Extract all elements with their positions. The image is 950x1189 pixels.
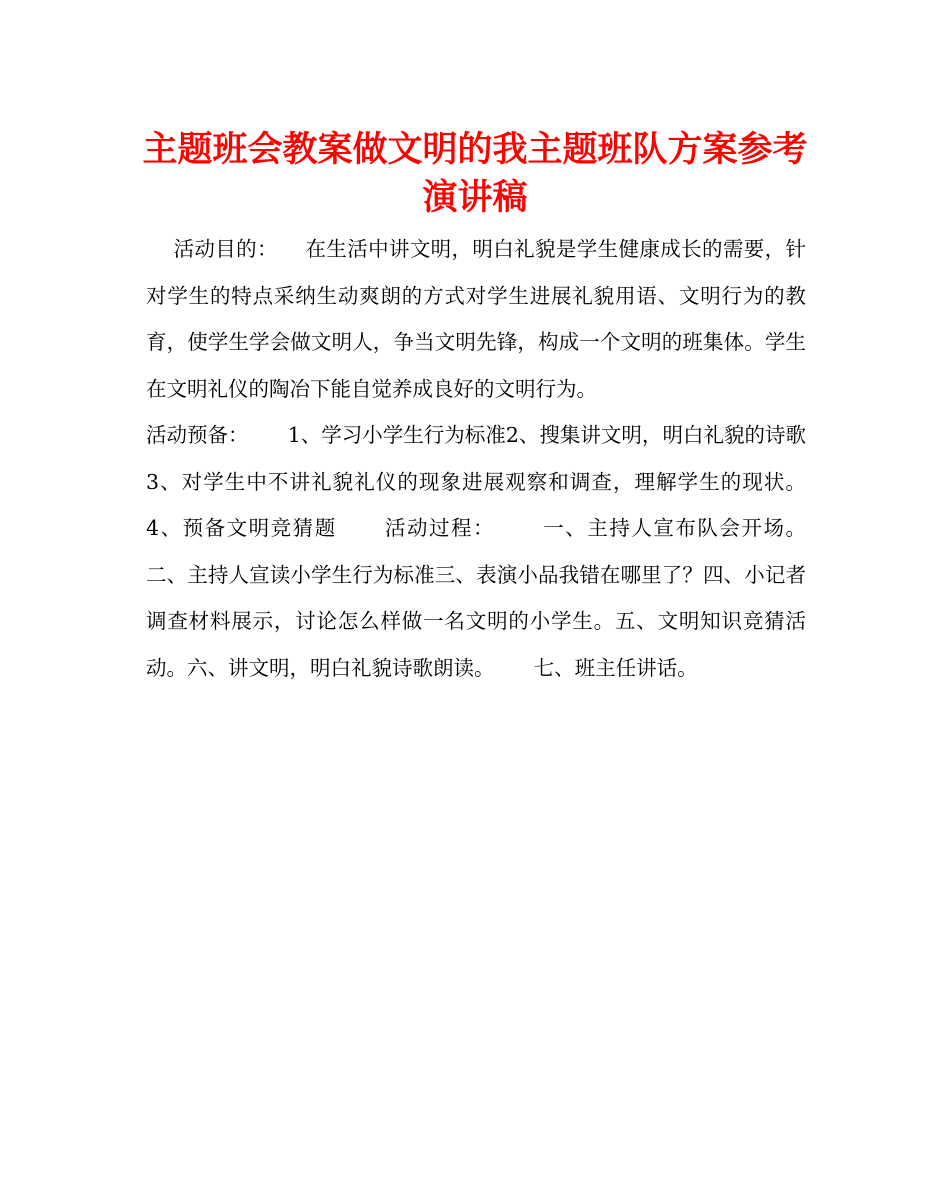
document-title: 主题班会教案做文明的我主题班队方案参考演讲稿 xyxy=(142,130,808,218)
document-body: 活动目的： 在生活中讲文明，明白礼貌是学生健康成长的需要，针对学生的特点采纳生动爽朗的方式对学生进展礼貌用语、文明行为的教育，使学生学会做文明人，争当文明先锋，构成一个文明的班集体。学生在文明礼仪的陶冶下能自觉养成良好的文明行为。 活动预备： 1、学习小学生行为标准2、搜集讲文明，明白礼貌的诗歌3、对学生中不讲礼貌礼仪的现象进展观察和调查，理解学生的现状。4、预备文明竞猜题 活动过程： 一、主持人宣布队会开场。 二、主持人宣读小学生行为标准三、表演小品我错在哪里了？四、小记者调查材料展示，讨论怎么样做一名文明的小学生。五、文明知识竞猜活动。六、讲文明，明白礼貌诗歌朗读。 七、班主任讲话。 xyxy=(146,237,806,680)
